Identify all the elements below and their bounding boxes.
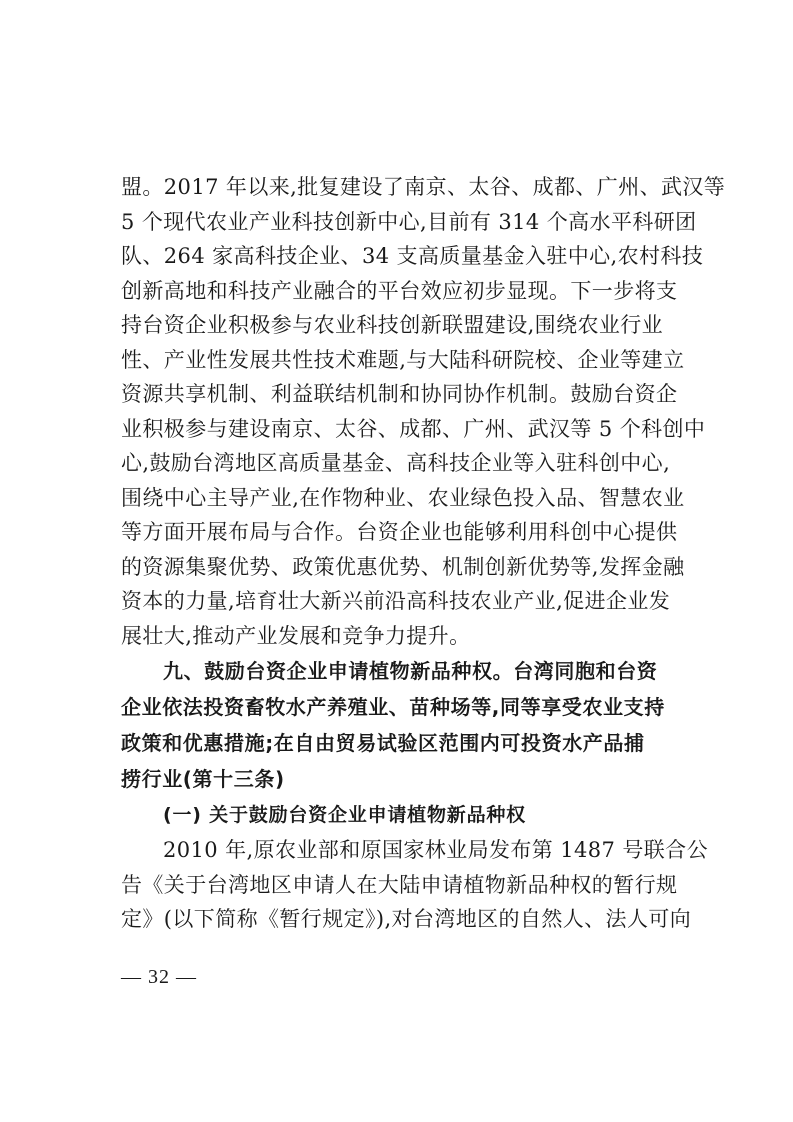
text-line: 等方面开展布局与合作。台资企业也能够利用科创中心提供 (121, 520, 678, 544)
text-line: 围绕中心主导产业,在作物种业、农业绿色投入品、智慧农业 (121, 485, 685, 510)
page-number: — 32 — (121, 966, 197, 988)
text-line: 业积极参与建设南京、太谷、成都、广州、武汉等 5 个科创中 (121, 416, 706, 441)
article-heading-line: 九、鼓励台资企业申请植物新品种权。台湾同胞和台资 (163, 659, 658, 683)
text-line: 展壮大,推动产业发展和竞争力提升。 (121, 623, 471, 648)
article-text-line: 政策和优惠措施;在自由贸易试验区范围内可投资水产品捕 (121, 731, 645, 755)
text-line: 资本的力量,培育壮大新兴前沿高科技农业产业,促进企业发 (121, 589, 671, 613)
text-line: 2010 年,原农业部和原国家林业局发布第 1487 号联合公 (163, 838, 708, 862)
text-line: 资源共享机制、利益联结机制和协同协作机制。鼓励台资企 (121, 382, 678, 406)
text-line: 的资源集聚优势、政策优惠优势、机制创新优势等,发挥金融 (121, 554, 685, 579)
text-line: 告《关于台湾地区申请人在大陆申请植物新品种权的暂行规 (121, 872, 678, 897)
text-line: 定》(以下简称《暂行规定》),对台湾地区的自然人、法人可向 (121, 907, 692, 931)
text-line: 性、产业性发展共性技术难题,与大陆科研院校、企业等建立 (121, 347, 685, 372)
text-line: 队、264 家高科技企业、34 支高质量基金入驻中心,农村科技 (121, 244, 704, 268)
article-text-line: 企业依法投资畜牧水产养殖业、苗种场等,同等享受农业支持 (121, 695, 665, 719)
text-line: 盟。2017 年以来,批复建设了南京、太谷、成都、广州、武汉等 (121, 175, 726, 199)
text-line: 持台资企业积极参与农业科技创新联盟建设,围绕农业行业 (121, 313, 664, 337)
paragraph-regulation (121, 833, 708, 937)
page-body (121, 170, 726, 937)
text-line: 心,鼓励台湾地区高质量基金、高科技企业等入驻科创中心, (121, 451, 671, 475)
article-text-line: 捞行业(第十三条) (121, 767, 285, 791)
article-nine-block (121, 653, 681, 797)
text-line: 5 个现代农业产业科技创新中心,目前有 314 个高水平科研团 (121, 209, 697, 234)
section-subheading: (一) 关于鼓励台资企业申请植物新品种权 (163, 804, 526, 826)
paragraph-intro (121, 170, 726, 653)
text-line: 创新高地和科技产业融合的平台效应初步显现。下一步将支 (121, 278, 678, 303)
